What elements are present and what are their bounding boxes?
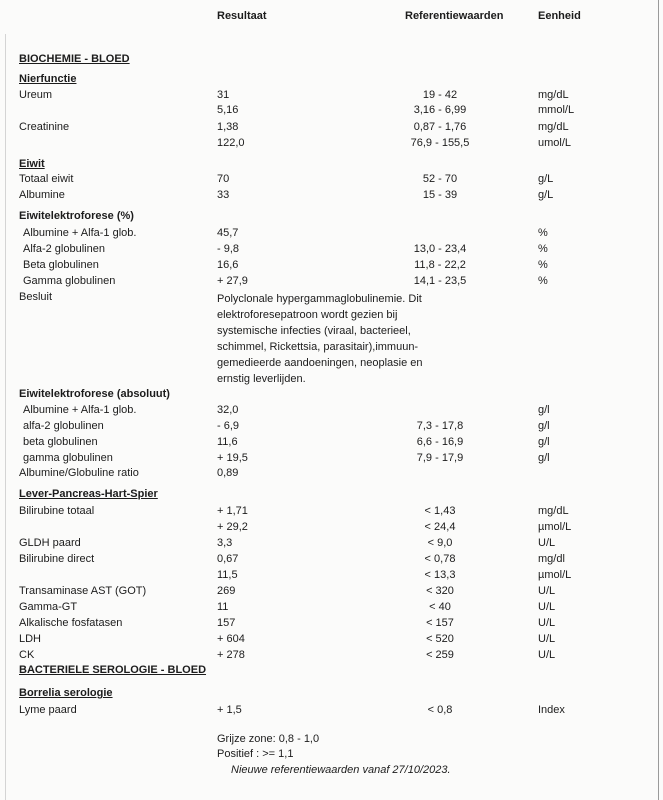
positive-note: Positief : >= 1,1 — [217, 748, 294, 760]
test-name: Bilirubine totaal — [19, 505, 95, 517]
unit: U/L — [538, 617, 556, 629]
result-value: 45,7 — [217, 227, 239, 239]
test-name: Gamma globulinen — [23, 275, 116, 287]
result-value: 0,89 — [217, 467, 239, 479]
result-value: + 604 — [217, 633, 245, 645]
test-name: Beta globulinen — [23, 259, 99, 271]
reference-range: < 320 — [426, 585, 454, 597]
result-value: + 29,2 — [217, 521, 248, 533]
result-value: + 27,9 — [217, 275, 248, 287]
test-name: Ureum — [19, 89, 53, 101]
reference-range: < 13,3 — [424, 569, 456, 581]
reference-range: 11,8 - 22,2 — [414, 259, 466, 271]
result-value: 16,6 — [217, 259, 239, 271]
result-value: 11,5 — [217, 569, 238, 581]
result-value: 11 — [217, 601, 229, 613]
result-value: 157 — [217, 617, 236, 629]
left-border — [5, 34, 6, 800]
result-value: 1,38 — [217, 121, 239, 133]
section-bact-serologie: BACTERIELE SEROLOGIE - BLOED — [19, 664, 207, 676]
test-name: Gamma-GT — [19, 601, 78, 613]
test-name: Albumine — [19, 189, 65, 201]
conclusion-label: Besluit — [19, 291, 53, 303]
unit: umol/L — [538, 137, 572, 149]
conclusion-text: Polyclonale hypergammaglobulinemie. Dit elektroforesepatroon wordt gezien bij systemische infecties (viraal, bacterieel, schimmel, Rickettsia, parasitair),immuun-gemedieerde aandoeningen, neoplasie en ernstig leverlijden. — [217, 293, 423, 385]
unit: µmol/L — [538, 569, 572, 581]
unit: mg/dL — [538, 89, 569, 101]
result-value: 33 — [217, 189, 230, 201]
test-name: LDH — [19, 633, 42, 645]
section-nierfunctie: Nierfunctie — [19, 73, 77, 85]
reference-range: 7,9 - 17,9 — [416, 452, 464, 464]
header-unit: Eenheid — [538, 10, 581, 22]
result-value: + 19,5 — [217, 452, 248, 464]
result-value: + 1,71 — [217, 505, 248, 517]
test-name: Albumine + Alfa-1 glob. — [23, 227, 137, 239]
grey-zone-note: Grijze zone: 0,8 - 1,0 — [217, 733, 320, 745]
reference-range: < 9,0 — [427, 537, 453, 549]
header-reference: Referentiewaarden — [405, 10, 504, 22]
test-name: Transaminase AST (GOT) — [19, 585, 147, 597]
result-value: 0,67 — [217, 553, 239, 565]
reference-range: 13,0 - 23,4 — [413, 243, 467, 255]
test-name: CK — [19, 649, 35, 661]
result-value: - 9,8 — [217, 243, 240, 255]
reference-range: < 157 — [426, 617, 454, 629]
unit: g/l — [538, 404, 550, 416]
result-value: 70 — [217, 173, 230, 185]
unit: g/l — [538, 420, 550, 432]
reference-range: 3,16 - 6,99 — [413, 104, 467, 116]
test-name: Bilirubine direct — [19, 553, 95, 565]
result-value: + 278 — [217, 649, 245, 661]
test-name: gamma globulinen — [23, 452, 113, 464]
unit: % — [538, 275, 548, 287]
test-name: Lyme paard — [19, 704, 77, 716]
test-name: Totaal eiwit — [19, 173, 74, 185]
unit: mg/dL — [538, 505, 569, 517]
unit: g/L — [538, 189, 554, 201]
test-name: GLDH paard — [19, 537, 81, 549]
reference-range: 14,1 - 23,5 — [413, 275, 467, 287]
new-reference-note: Nieuwe referentiewaarden vanaf 27/10/2023. — [231, 764, 451, 776]
unit: Index — [538, 704, 565, 716]
reference-range: 0,87 - 1,76 — [413, 121, 467, 133]
reference-range: < 259 — [426, 649, 454, 661]
unit: % — [538, 227, 548, 239]
test-name: Albumine + Alfa-1 glob. — [23, 404, 137, 416]
reference-range: 6,6 - 16,9 — [416, 436, 464, 448]
test-name: alfa-2 globulinen — [23, 420, 104, 432]
unit: g/l — [538, 452, 550, 464]
test-name: Alfa-2 globulinen — [23, 243, 105, 255]
reference-range: 15 - 39 — [422, 189, 458, 201]
section-lever: Lever-Pancreas-Hart-Spier — [19, 488, 158, 500]
reference-range: < 40 — [429, 601, 451, 613]
test-name: beta globulinen — [23, 436, 98, 448]
section-elfo-pct: Eiwitelektroforese (%) — [19, 210, 134, 222]
section-borrelia: Borrelia serologie — [19, 687, 113, 699]
unit: g/L — [538, 173, 554, 185]
reference-range: < 1,43 — [424, 505, 456, 517]
section-eiwit: Eiwit — [19, 158, 45, 170]
reference-range: 7,3 - 17,8 — [416, 420, 464, 432]
unit: % — [538, 243, 548, 255]
unit: µmol/L — [538, 521, 572, 533]
unit: % — [538, 259, 548, 271]
header-result: Resultaat — [217, 10, 267, 22]
section-elfo-abs: Eiwitelektroforese (absoluut) — [19, 388, 170, 400]
result-value: 32,0 — [217, 404, 239, 416]
section-biochemie: BIOCHEMIE - BLOED — [19, 53, 130, 65]
result-value: 31 — [217, 89, 230, 101]
result-value: 122,0 — [217, 137, 245, 149]
test-name: Creatinine — [19, 121, 70, 133]
unit: mg/dl — [538, 553, 565, 565]
unit: U/L — [538, 649, 556, 661]
unit: g/l — [538, 436, 550, 448]
reference-range: < 0,78 — [424, 553, 456, 565]
result-value: 11,6 — [217, 436, 238, 448]
result-value: 5,16 — [217, 104, 239, 116]
right-border — [658, 0, 659, 800]
test-name: Alkalische fosfatasen — [19, 617, 123, 629]
unit: mmol/L — [538, 104, 575, 116]
unit: mg/dL — [538, 121, 569, 133]
result-value: + 1,5 — [217, 704, 242, 716]
unit: U/L — [538, 601, 556, 613]
unit: U/L — [538, 585, 556, 597]
reference-range: 76,9 - 155,5 — [410, 137, 470, 149]
reference-range: < 24,4 — [424, 521, 456, 533]
unit: U/L — [538, 537, 556, 549]
result-value: - 6,9 — [217, 420, 240, 432]
test-name: Albumine/Globuline ratio — [19, 467, 139, 479]
reference-range: < 0,8 — [427, 704, 453, 716]
reference-range: < 520 — [426, 633, 454, 645]
result-value: 269 — [217, 585, 236, 597]
result-value: 3,3 — [217, 537, 233, 549]
unit: U/L — [538, 633, 556, 645]
reference-range: 19 - 42 — [422, 89, 458, 101]
reference-range: 52 - 70 — [422, 173, 458, 185]
